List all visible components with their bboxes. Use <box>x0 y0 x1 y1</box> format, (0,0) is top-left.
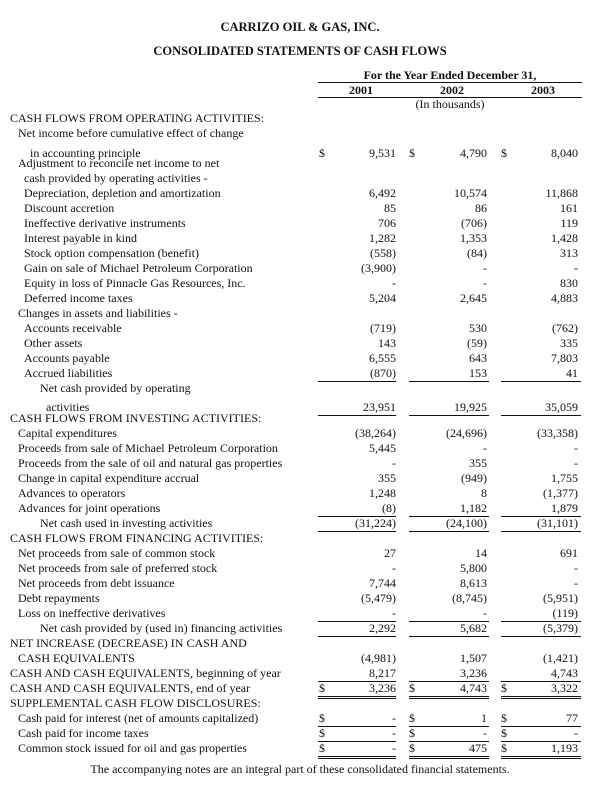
row-label: Adjustment to reconcile net income to net <box>18 156 220 170</box>
value-2002: - <box>483 726 487 740</box>
statement-row <box>0 126 600 141</box>
statement-row <box>0 516 600 531</box>
row-label: Net cash provided by operating <box>40 381 191 395</box>
row-label: Capital expenditures <box>18 426 117 440</box>
value-2001: 5,445 <box>369 441 396 455</box>
value-2002: 4,790 <box>460 146 487 160</box>
row-label: CASH AND CASH EQUIVALENTS, beginning of year <box>10 666 281 680</box>
statement-row <box>0 426 600 441</box>
value-2003: 4,883 <box>551 291 578 305</box>
row-label: Net proceeds from sale of common stock <box>18 546 216 560</box>
value-2001: 143 <box>378 336 396 350</box>
statement-row <box>0 156 600 171</box>
statement-row <box>0 246 600 261</box>
total-rule <box>318 756 396 757</box>
statement-row <box>0 291 600 306</box>
statement-row <box>0 591 600 606</box>
statement-row <box>0 531 600 546</box>
row-label: Accounts payable <box>24 351 110 365</box>
value-2003: 7,803 <box>551 351 578 365</box>
dollar-sign: $ <box>409 741 415 755</box>
value-2003: 119 <box>560 216 578 230</box>
value-2003: 1,428 <box>551 231 578 245</box>
footnote: The accompanying notes are an integral part of these consolidated financial statements. <box>90 762 510 776</box>
value-2003: 41 <box>566 366 578 380</box>
value-2001: (8) <box>382 501 396 515</box>
value-2001: - <box>392 561 396 575</box>
dollar-sign: $ <box>319 726 325 740</box>
total-rule <box>318 758 396 759</box>
row-label: SUPPLEMENTAL CASH FLOW DISCLOSURES: <box>10 696 261 710</box>
value-2002: 355 <box>469 456 487 470</box>
value-2002: 3,236 <box>460 666 487 680</box>
value-2002: 530 <box>469 321 487 335</box>
total-rule <box>409 758 489 759</box>
period-heading: For the Year Ended December 31, <box>363 68 537 82</box>
row-label: CASH FLOWS FROM OPERATING ACTIVITIES: <box>10 111 265 125</box>
statement-row <box>0 486 600 501</box>
statement-row <box>0 501 600 516</box>
dollar-sign: $ <box>319 146 325 160</box>
value-2002: 153 <box>469 366 487 380</box>
value-2003: 35,059 <box>545 400 578 414</box>
statement-row <box>0 321 600 336</box>
row-label: Cash paid for interest (net of amounts capitalized) <box>18 711 259 725</box>
row-label: Net cash used in investing activities <box>40 516 213 530</box>
statement-row <box>0 186 600 201</box>
value-2002: - <box>483 606 487 620</box>
dollar-sign: $ <box>319 681 325 695</box>
value-2002: (8,745) <box>452 591 487 605</box>
value-2001: 1,248 <box>369 486 396 500</box>
year-2003-heading: 2003 <box>531 83 555 97</box>
value-2001: 6,555 <box>369 351 396 365</box>
statement-row <box>0 681 600 696</box>
row-label: Debt repayments <box>18 591 100 605</box>
statement-row <box>0 201 600 216</box>
total-rule <box>501 758 581 759</box>
statement-row <box>0 261 600 276</box>
value-2002: (706) <box>461 216 487 230</box>
value-2003: - <box>574 726 578 740</box>
value-2001: - <box>392 711 396 725</box>
dollar-sign: $ <box>501 741 507 755</box>
value-2003: 313 <box>560 246 578 260</box>
statement-row <box>0 306 600 321</box>
statement-row <box>0 111 600 126</box>
row-label: CASH FLOWS FROM INVESTING ACTIVITIES: <box>10 411 262 425</box>
value-2001: 9,531 <box>369 146 396 160</box>
row-label: Equity in loss of Pinnacle Gas Resources, Inc. <box>24 276 246 290</box>
value-2002: (949) <box>461 471 487 485</box>
value-2001: (4,981) <box>361 651 396 665</box>
value-2001: 23,951 <box>363 400 396 414</box>
dollar-sign: $ <box>319 741 325 755</box>
value-2001: - <box>392 741 396 755</box>
value-2001: (719) <box>370 321 396 335</box>
row-label: Advances to operators <box>18 486 126 500</box>
company-name: CARRIZO OIL & GAS, INC. <box>220 20 380 34</box>
statement-row <box>0 276 600 291</box>
statement-row <box>0 561 600 576</box>
value-2003: 335 <box>560 336 578 350</box>
row-label: Other assets <box>24 336 83 350</box>
value-2002: 10,574 <box>454 186 487 200</box>
value-2003: 4,743 <box>551 666 578 680</box>
row-label: cash provided by operating activities - <box>24 171 208 185</box>
row-label: Net proceeds from sale of preferred stock <box>18 561 218 575</box>
value-2001: 85 <box>384 201 396 215</box>
value-2001: 8,217 <box>369 666 396 680</box>
statement-row <box>0 741 600 756</box>
value-2002: (24,696) <box>446 426 487 440</box>
total-rule <box>501 756 581 757</box>
value-2001: (870) <box>370 366 396 380</box>
row-label: Stock option compensation (benefit) <box>24 246 199 260</box>
row-label: Proceeds from the sale of oil and natural gas properties <box>18 456 283 470</box>
value-2001: - <box>392 606 396 620</box>
row-label: NET INCREASE (DECREASE) IN CASH AND <box>10 636 247 650</box>
value-2002: 8 <box>481 486 487 500</box>
row-label: CASH EQUIVALENTS <box>18 651 135 665</box>
value-2001: 5,204 <box>369 291 396 305</box>
statement-row <box>0 696 600 711</box>
value-2001: - <box>392 456 396 470</box>
value-2001: 7,744 <box>369 576 396 590</box>
dollar-sign: $ <box>501 711 507 725</box>
value-2002: 1 <box>481 711 487 725</box>
value-2002: - <box>483 276 487 290</box>
value-2001: - <box>392 276 396 290</box>
row-label: CASH FLOWS FROM FINANCING ACTIVITIES: <box>10 531 264 545</box>
value-2003: 77 <box>566 711 578 725</box>
value-2002: - <box>483 261 487 275</box>
value-2001: 1,282 <box>369 231 396 245</box>
value-2003: (1,421) <box>543 651 578 665</box>
value-2002: 14 <box>475 546 487 560</box>
value-2002: 5,682 <box>460 621 487 635</box>
value-2001: (31,224) <box>355 516 396 530</box>
statement-row <box>0 441 600 456</box>
value-2003: (33,358) <box>537 426 578 440</box>
row-label: in accounting principle <box>30 146 141 160</box>
value-2001: - <box>392 726 396 740</box>
value-2003: 1,879 <box>551 501 578 515</box>
dollar-sign: $ <box>409 726 415 740</box>
value-2003: - <box>574 561 578 575</box>
value-2002: 1,353 <box>460 231 487 245</box>
year-2001-heading: 2001 <box>349 83 373 97</box>
dollar-sign: $ <box>409 146 415 160</box>
dollar-sign: $ <box>409 711 415 725</box>
value-2002: 1,507 <box>460 651 487 665</box>
value-2003: 161 <box>560 201 578 215</box>
row-label: Common stock issued for oil and gas properties <box>18 741 247 755</box>
statement-row <box>0 471 600 486</box>
value-2002: 86 <box>475 201 487 215</box>
statement-row <box>0 606 600 621</box>
value-2003: - <box>574 456 578 470</box>
value-2001: 355 <box>378 471 396 485</box>
row-label: CASH AND CASH EQUIVALENTS, end of year <box>10 681 251 695</box>
row-label: Accounts receivable <box>24 321 122 335</box>
dollar-sign: $ <box>501 726 507 740</box>
value-2003: 691 <box>560 546 578 560</box>
statement-row <box>0 621 600 636</box>
dollar-sign: $ <box>501 146 507 160</box>
row-label: Changes in assets and liabilities - <box>18 306 178 320</box>
value-2003: 1,755 <box>551 471 578 485</box>
statement-row <box>0 726 600 741</box>
row-label: Deferred income taxes <box>24 291 133 305</box>
row-label: Interest payable in kind <box>24 231 137 245</box>
statement-row <box>0 231 600 246</box>
value-2002: 1,182 <box>460 501 487 515</box>
value-2003: - <box>574 576 578 590</box>
units-note: (In thousands) <box>415 97 485 111</box>
value-2002: 8,613 <box>460 576 487 590</box>
value-2002: (84) <box>467 246 487 260</box>
value-2001: 27 <box>384 546 396 560</box>
value-2003: - <box>574 441 578 455</box>
value-2003: (5,951) <box>543 591 578 605</box>
statement-row <box>0 366 600 381</box>
value-2001: (38,264) <box>355 426 396 440</box>
value-2002: - <box>483 441 487 455</box>
row-label: Advances for joint operations <box>18 501 161 515</box>
value-2002: 643 <box>469 351 487 365</box>
row-label: activities <box>46 400 90 414</box>
value-2001: 706 <box>378 216 396 230</box>
row-label: Net cash provided by (used in) financing activities <box>40 621 283 635</box>
row-label: Net proceeds from debt issuance <box>18 576 175 590</box>
row-label: Gain on sale of Michael Petroleum Corporation <box>24 261 253 275</box>
value-2002: 5,800 <box>460 561 487 575</box>
value-2001: 2,292 <box>369 621 396 635</box>
row-label: Loss on ineffective derivatives <box>18 606 166 620</box>
statement-row <box>0 651 600 666</box>
value-2001: (558) <box>370 246 396 260</box>
value-2003: - <box>574 261 578 275</box>
value-2001: 3,236 <box>369 681 396 695</box>
value-2002: 2,645 <box>460 291 487 305</box>
value-2002: 4,743 <box>460 681 487 695</box>
dollar-sign: $ <box>501 681 507 695</box>
statement-row <box>0 546 600 561</box>
year-2002-heading: 2002 <box>440 83 464 97</box>
total-rule <box>409 756 489 757</box>
value-2003: (119) <box>552 606 578 620</box>
row-label: Change in capital expenditure accrual <box>18 471 200 485</box>
value-2003: 11,868 <box>545 186 578 200</box>
value-2002: 475 <box>469 741 487 755</box>
value-2003: 8,040 <box>551 146 578 160</box>
statement-title: CONSOLIDATED STATEMENTS OF CASH FLOWS <box>153 44 447 58</box>
statement-row <box>0 636 600 651</box>
statement-row <box>0 576 600 591</box>
value-2003: (5,379) <box>543 621 578 635</box>
value-2003: (1,377) <box>543 486 578 500</box>
statement-row <box>0 381 600 396</box>
value-2003: 830 <box>560 276 578 290</box>
value-2001: (5,479) <box>361 591 396 605</box>
row-label: Cash paid for income taxes <box>18 726 149 740</box>
value-2001: (3,900) <box>361 261 396 275</box>
value-2003: 3,322 <box>551 681 578 695</box>
row-label: Accrued liabilities <box>24 366 113 380</box>
value-2002: (59) <box>467 336 487 350</box>
statement-row <box>0 666 600 681</box>
value-2003: 1,193 <box>551 741 578 755</box>
row-label: Ineffective derivative instruments <box>24 216 186 230</box>
dollar-sign: $ <box>319 711 325 725</box>
row-label: Depreciation, depletion and amortization <box>24 186 221 200</box>
row-label: Net income before cumulative effect of change <box>18 126 244 140</box>
value-2001: 6,492 <box>369 186 396 200</box>
value-2002: (24,100) <box>446 516 487 530</box>
statement-row <box>0 351 600 366</box>
row-label: Proceeds from sale of Michael Petroleum Corporation <box>18 441 278 455</box>
statement-row <box>0 711 600 726</box>
statement-row <box>0 456 600 471</box>
statement-row <box>0 216 600 231</box>
row-label: Discount accretion <box>24 201 115 215</box>
dollar-sign: $ <box>409 681 415 695</box>
statement-row <box>0 171 600 186</box>
value-2002: 19,925 <box>454 400 487 414</box>
statement-row <box>0 336 600 351</box>
value-2003: (31,101) <box>537 516 578 530</box>
statement-row <box>0 411 600 426</box>
value-2003: (762) <box>552 321 578 335</box>
